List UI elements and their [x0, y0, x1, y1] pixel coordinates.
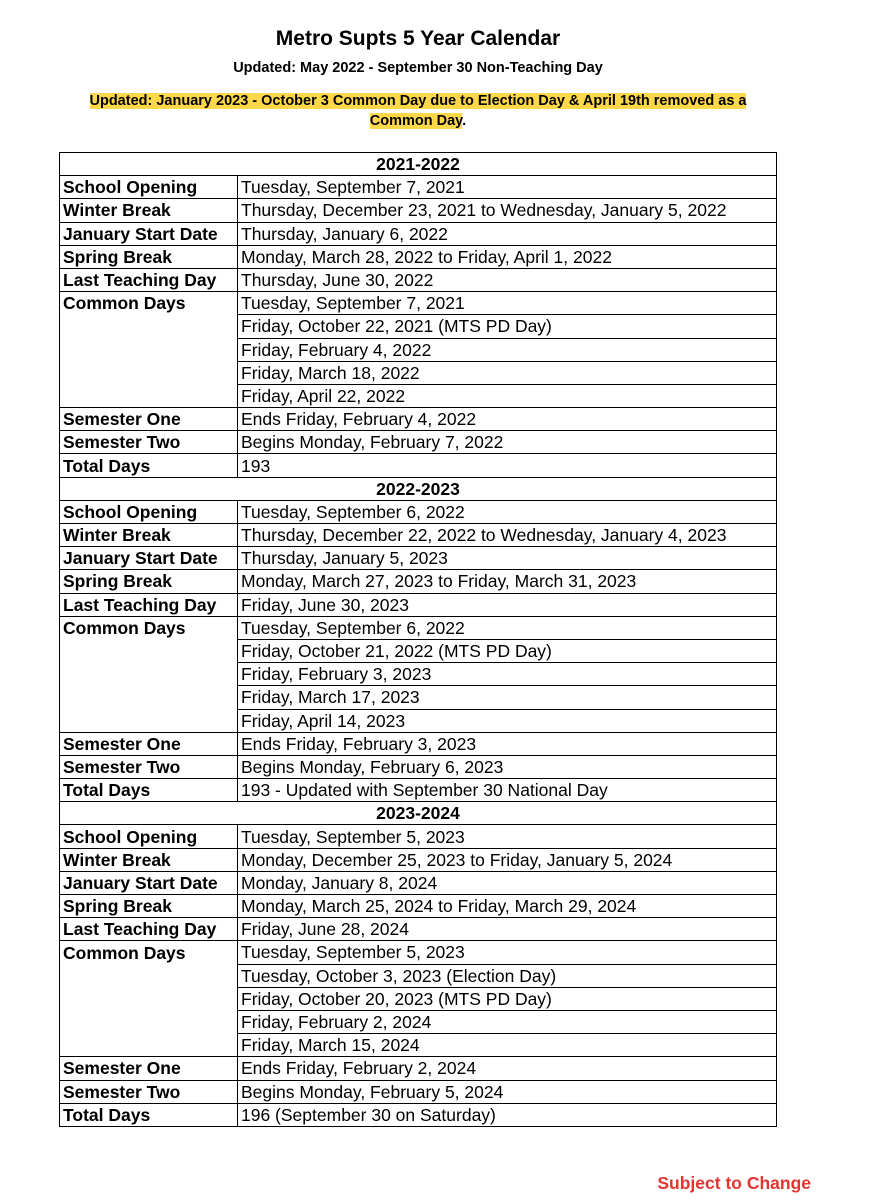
row-value: 196 (September 30 on Saturday) — [238, 1103, 777, 1126]
row-value: Thursday, December 22, 2022 to Wednesday, January 4, 2023 — [238, 524, 777, 547]
table-row — [60, 570, 777, 593]
table-row — [60, 199, 777, 222]
row-label: Semester One — [60, 1057, 238, 1080]
row-label: Last Teaching Day — [60, 918, 238, 941]
row-value: Tuesday, September 5, 2023 — [238, 825, 777, 848]
table-row — [60, 871, 777, 894]
row-label: Semester One — [60, 732, 238, 755]
row-label: Last Teaching Day — [60, 593, 238, 616]
row-value: Tuesday, September 6, 2022 — [238, 500, 777, 523]
row-value: Ends Friday, February 4, 2022 — [238, 408, 777, 431]
table-row — [60, 292, 777, 315]
row-value: Friday, April 22, 2022 — [238, 384, 777, 407]
table-row — [60, 315, 777, 338]
row-label: Common Days — [60, 616, 238, 639]
empty-label-cell — [60, 639, 238, 662]
table-row — [60, 987, 777, 1010]
row-label: Common Days — [60, 941, 238, 964]
row-label: School Opening — [60, 176, 238, 199]
table-row — [60, 524, 777, 547]
table-row — [60, 338, 777, 361]
row-label: School Opening — [60, 825, 238, 848]
table-row — [60, 1010, 777, 1033]
school-year-heading: 2023-2024 — [60, 802, 777, 825]
row-label: Winter Break — [60, 199, 238, 222]
table-row — [60, 547, 777, 570]
page-title: Metro Supts 5 Year Calendar — [275, 27, 561, 50]
table-row — [60, 408, 777, 431]
table-row — [60, 454, 777, 477]
row-value: Friday, March 17, 2023 — [238, 686, 777, 709]
table-row — [60, 941, 777, 964]
row-value: Tuesday, September 7, 2021 — [238, 292, 777, 315]
notice-line-2: Common Day — [369, 113, 463, 129]
table-row — [60, 1103, 777, 1126]
row-label: Spring Break — [60, 895, 238, 918]
row-value: Monday, March 27, 2023 to Friday, March 31, 2023 — [238, 570, 777, 593]
row-value: Begins Monday, February 5, 2024 — [238, 1080, 777, 1103]
row-value: 193 — [238, 454, 777, 477]
update-notice — [40, 91, 796, 131]
table-row — [60, 1057, 777, 1080]
update-subtitle: Updated: May 2022 - September 30 Non-Teaching Day — [233, 60, 603, 76]
table-row — [60, 825, 777, 848]
empty-label-cell — [60, 987, 238, 1010]
year-header-row — [60, 153, 777, 176]
calendar-table — [59, 152, 777, 1127]
row-value: Begins Monday, February 7, 2022 — [238, 431, 777, 454]
row-value: Ends Friday, February 2, 2024 — [238, 1057, 777, 1080]
row-value: Tuesday, September 6, 2022 — [238, 616, 777, 639]
table-row — [60, 964, 777, 987]
empty-label-cell — [60, 964, 238, 987]
empty-label-cell — [60, 338, 238, 361]
row-value: Friday, February 3, 2023 — [238, 663, 777, 686]
school-year-heading: 2021-2022 — [60, 153, 777, 176]
row-label: Total Days — [60, 1103, 238, 1126]
row-label: Last Teaching Day — [60, 268, 238, 291]
row-value: Tuesday, September 5, 2023 — [238, 941, 777, 964]
row-value: Ends Friday, February 3, 2023 — [238, 732, 777, 755]
row-value: Begins Monday, February 6, 2023 — [238, 755, 777, 778]
row-value: Monday, December 25, 2023 to Friday, January 5, 2024 — [238, 848, 777, 871]
table-row — [60, 895, 777, 918]
row-value: Thursday, June 30, 2022 — [238, 268, 777, 291]
row-label: January Start Date — [60, 222, 238, 245]
row-value: Thursday, January 5, 2023 — [238, 547, 777, 570]
table-row — [60, 779, 777, 802]
table-row — [60, 732, 777, 755]
table-row — [60, 593, 777, 616]
school-year-heading: 2022-2023 — [60, 477, 777, 500]
row-label: January Start Date — [60, 871, 238, 894]
row-label: Semester One — [60, 408, 238, 431]
row-value: Thursday, December 23, 2021 to Wednesday, January 5, 2022 — [238, 199, 777, 222]
table-row — [60, 431, 777, 454]
table-row — [60, 686, 777, 709]
table-row — [60, 361, 777, 384]
row-label: Semester Two — [60, 755, 238, 778]
row-value: Friday, June 30, 2023 — [238, 593, 777, 616]
subject-to-change-note: Subject to Change — [657, 1173, 811, 1193]
row-label: Common Days — [60, 292, 238, 315]
empty-label-cell — [60, 361, 238, 384]
year-header-row — [60, 477, 777, 500]
row-label: Semester Two — [60, 1080, 238, 1103]
row-value: Friday, February 4, 2022 — [238, 338, 777, 361]
table-row — [60, 639, 777, 662]
row-value: Friday, April 14, 2023 — [238, 709, 777, 732]
table-row — [60, 1034, 777, 1057]
table-row — [60, 755, 777, 778]
row-value: 193 - Updated with September 30 National Day — [238, 779, 777, 802]
empty-label-cell — [60, 384, 238, 407]
table-row — [60, 245, 777, 268]
row-label: Total Days — [60, 454, 238, 477]
empty-label-cell — [60, 663, 238, 686]
row-value: Tuesday, September 7, 2021 — [238, 176, 777, 199]
row-label: Spring Break — [60, 245, 238, 268]
row-value: Monday, January 8, 2024 — [238, 871, 777, 894]
row-value: Monday, March 28, 2022 to Friday, April 1, 2022 — [238, 245, 777, 268]
notice-line-1: Updated: January 2023 - October 3 Common Day due to Election Day & April 19th removed as a — [89, 93, 747, 109]
row-label: Winter Break — [60, 848, 238, 871]
row-label: Semester Two — [60, 431, 238, 454]
calendar-body — [60, 153, 777, 1127]
table-row — [60, 384, 777, 407]
row-value: Friday, October 22, 2021 (MTS PD Day) — [238, 315, 777, 338]
empty-label-cell — [60, 686, 238, 709]
notice-suffix: . — [462, 113, 467, 129]
row-value: Friday, October 21, 2022 (MTS PD Day) — [238, 639, 777, 662]
empty-label-cell — [60, 1034, 238, 1057]
row-label: January Start Date — [60, 547, 238, 570]
row-value: Friday, February 2, 2024 — [238, 1010, 777, 1033]
table-row — [60, 222, 777, 245]
table-row — [60, 848, 777, 871]
row-value: Friday, March 15, 2024 — [238, 1034, 777, 1057]
table-row — [60, 918, 777, 941]
table-row — [60, 1080, 777, 1103]
row-value: Friday, June 28, 2024 — [238, 918, 777, 941]
row-value: Friday, March 18, 2022 — [238, 361, 777, 384]
empty-label-cell — [60, 1010, 238, 1033]
table-row — [60, 663, 777, 686]
row-label: School Opening — [60, 500, 238, 523]
table-row — [60, 709, 777, 732]
row-value: Tuesday, October 3, 2023 (Election Day) — [238, 964, 777, 987]
empty-label-cell — [60, 315, 238, 338]
table-row — [60, 500, 777, 523]
row-label: Winter Break — [60, 524, 238, 547]
row-value: Thursday, January 6, 2022 — [238, 222, 777, 245]
table-row — [60, 616, 777, 639]
row-value: Friday, October 20, 2023 (MTS PD Day) — [238, 987, 777, 1010]
table-row — [60, 176, 777, 199]
year-header-row — [60, 802, 777, 825]
empty-label-cell — [60, 709, 238, 732]
row-label: Total Days — [60, 779, 238, 802]
row-value: Monday, March 25, 2024 to Friday, March 29, 2024 — [238, 895, 777, 918]
table-row — [60, 268, 777, 291]
row-label: Spring Break — [60, 570, 238, 593]
